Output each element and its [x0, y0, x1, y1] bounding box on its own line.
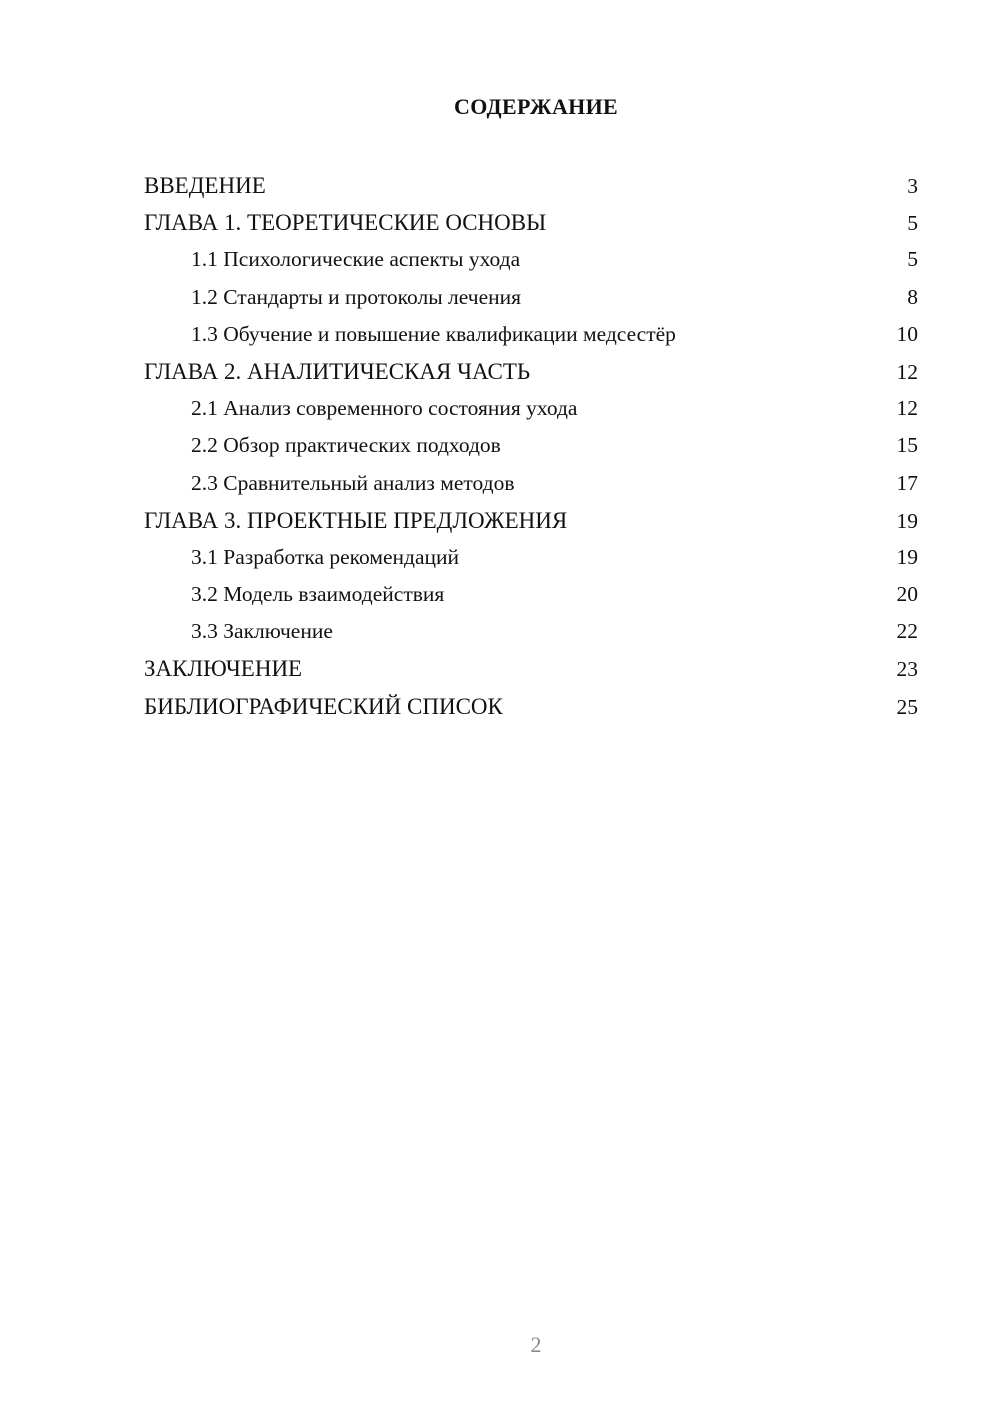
- toc-entry[interactable]: [144, 353, 918, 390]
- toc-entry-page: 3: [907, 174, 918, 198]
- toc-entry-label: ЗАКЛЮЧЕНИЕ: [144, 656, 303, 682]
- toc-entry-page: 23: [896, 657, 918, 682]
- toc-entry[interactable]: [144, 316, 918, 353]
- toc-entry-page: 10: [896, 321, 918, 346]
- toc-entry-page: 5: [907, 247, 918, 272]
- toc-entry-page: 12: [896, 396, 918, 421]
- toc-entry-label: ВВЕДЕНИЕ: [144, 173, 266, 198]
- toc-entry-label: 2.1 Анализ современного состояния ухода: [191, 396, 578, 421]
- toc-entry-label: 2.3 Сравнительный анализ методов: [191, 470, 515, 495]
- toc-entry[interactable]: [144, 465, 918, 502]
- toc-entry-label: 3.3 Заключение: [191, 619, 333, 644]
- page-title: СОДЕРЖАНИЕ: [454, 94, 618, 119]
- page-number: 2: [530, 1332, 542, 1357]
- toc-entry-page: 12: [896, 359, 918, 384]
- toc-entry[interactable]: [144, 390, 918, 427]
- toc-entry-label: ГЛАВА 1. ТЕОРЕТИЧЕСКИЕ ОСНОВЫ: [144, 210, 547, 236]
- toc-entry-label: 1.2 Стандарты и протоколы лечения: [191, 284, 522, 309]
- toc-entry-page: 25: [896, 694, 918, 719]
- toc-entry-label: ГЛАВА 2. АНАЛИТИЧЕСКАЯ ЧАСТЬ: [144, 358, 531, 384]
- toc-entry[interactable]: [144, 576, 918, 613]
- table-of-contents: [144, 167, 918, 725]
- toc-entry-page: 17: [896, 470, 918, 495]
- toc-entry[interactable]: [144, 688, 918, 725]
- toc-entry[interactable]: [144, 279, 918, 316]
- toc-entry[interactable]: [144, 650, 918, 687]
- toc-entry[interactable]: [144, 613, 918, 650]
- toc-entry-page: 19: [896, 508, 918, 533]
- toc-entry-label: 2.2 Обзор практических подходов: [191, 433, 501, 458]
- toc-entry-label: 1.3 Обучение и повышение квалификации медсестёр: [191, 321, 676, 346]
- toc-entry-page: 8: [907, 284, 918, 309]
- toc-entry-label: ГЛАВА 3. ПРОЕКТНЫЕ ПРЕДЛОЖЕНИЯ: [144, 507, 568, 533]
- toc-entry-page: 5: [907, 211, 918, 236]
- toc-entry-label: 3.2 Модель взаимодействия: [191, 582, 445, 607]
- toc-entry-label: 3.1 Разработка рекомендаций: [191, 544, 460, 569]
- toc-entry[interactable]: [144, 241, 918, 278]
- toc-entry[interactable]: [144, 167, 918, 204]
- toc-entry-page: 22: [896, 619, 918, 644]
- toc-entry-label: 1.1 Психологические аспекты ухода: [191, 247, 521, 272]
- toc-entry-page: 15: [896, 433, 918, 458]
- toc-entry[interactable]: [144, 502, 918, 539]
- toc-entry-page: 20: [896, 582, 918, 607]
- toc-entry[interactable]: [144, 539, 918, 576]
- toc-entry-label: БИБЛИОГРАФИЧЕСКИЙ СПИСОК: [144, 693, 503, 719]
- toc-entry[interactable]: [144, 204, 918, 241]
- toc-entry-page: 19: [896, 544, 918, 569]
- toc-entry[interactable]: [144, 427, 918, 464]
